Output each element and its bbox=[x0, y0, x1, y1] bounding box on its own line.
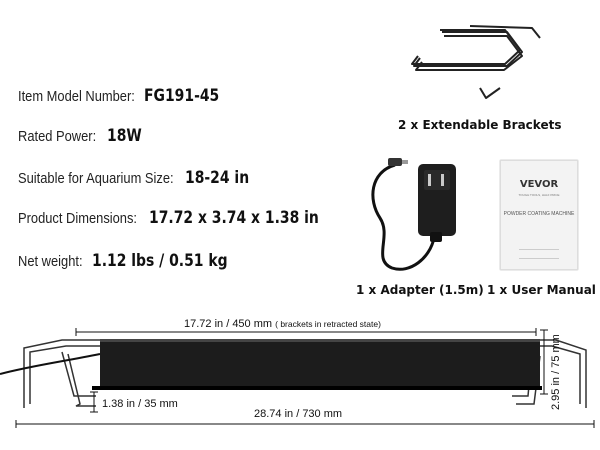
manual-caption: 1 x User Manual bbox=[487, 283, 596, 297]
spec-value: 1.12 lbs / 0.51 kg bbox=[91, 251, 228, 271]
left-bracket-icon bbox=[24, 340, 104, 408]
bracket-icon bbox=[412, 26, 540, 98]
manual-brand: VEVOR bbox=[519, 179, 559, 190]
spec-value: 18W bbox=[107, 126, 143, 146]
brackets-caption: 2 x Extendable Brackets bbox=[398, 118, 562, 132]
spec-value: 17.72 x 3.74 x 1.38 in bbox=[148, 208, 319, 228]
power-cable bbox=[0, 354, 100, 374]
dim-length-extended: 28.74 in / 730 mm bbox=[254, 408, 343, 420]
manual-title: POWDER COATING MACHINE bbox=[503, 211, 575, 217]
spec-value: 18-24 in bbox=[185, 168, 250, 188]
light-body bbox=[100, 339, 540, 389]
spec-label: Item Model Number: bbox=[18, 88, 135, 105]
adapter-icon bbox=[373, 158, 456, 269]
spec-label: Product Dimensions: bbox=[18, 210, 138, 227]
manual-text-lines bbox=[519, 249, 559, 259]
dim-thickness: 1.38 in / 35 mm bbox=[102, 398, 178, 410]
spec-label: Net weight: bbox=[18, 253, 83, 270]
light-base bbox=[92, 386, 542, 390]
spec-value: FG191-45 bbox=[144, 86, 220, 106]
spec-label: Suitable for Aquarium Size: bbox=[18, 170, 174, 187]
dim-length-retracted-value: 17.72 in / 450 mm bbox=[184, 318, 273, 330]
user-manual-image bbox=[500, 160, 578, 270]
dim-length-note: ( brackets in retracted state) bbox=[275, 319, 381, 329]
adapter-caption: 1 x Adapter (1.5m) bbox=[356, 283, 484, 297]
spec-label: Rated Power: bbox=[18, 128, 97, 145]
manual-tagline: TOUGH TOOLS, HALF PRICE bbox=[518, 193, 560, 197]
dim-height-value: 2.95 in / 75 mm bbox=[550, 334, 562, 410]
dim-length-retracted bbox=[184, 318, 381, 330]
